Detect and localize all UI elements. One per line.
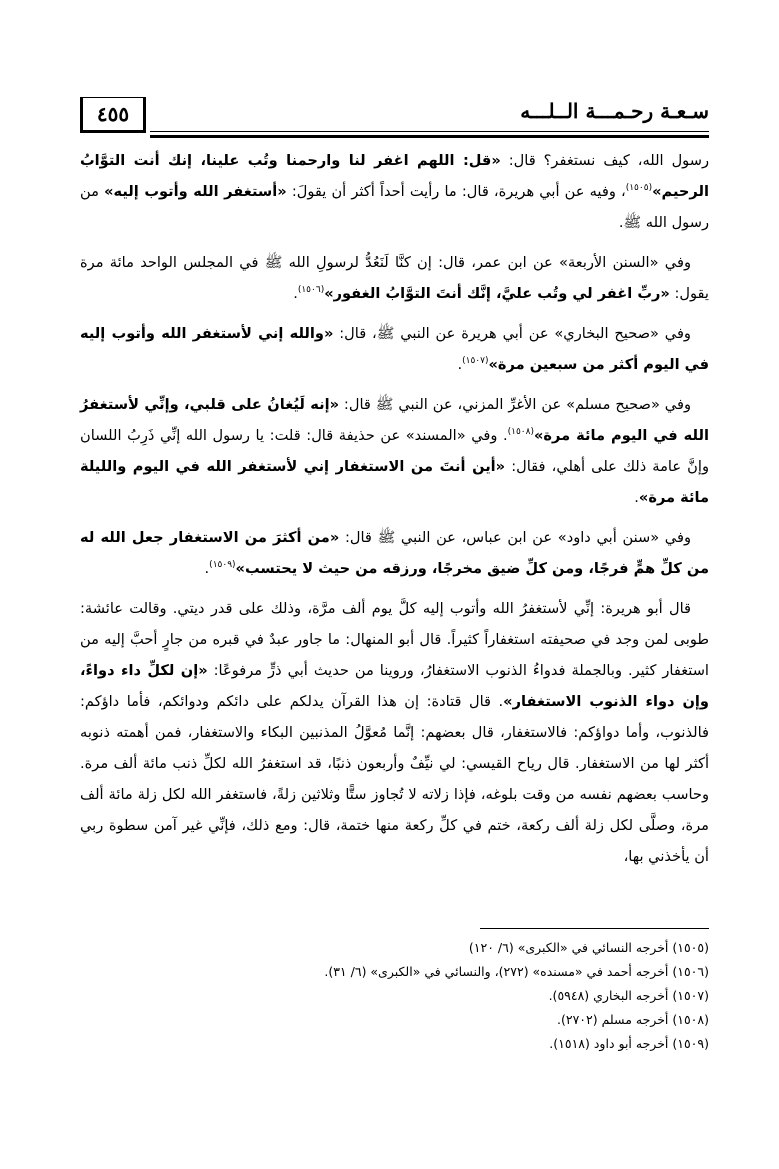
text-run: وفي «صحيح البخاري» عن أبي هريرة عن النبي ﷺ، قال:: [333, 325, 691, 342]
footnote: (١٥٠٩) أخرجه أبو داود (١٥١٨).: [549, 1036, 709, 1051]
hadith-quote: «أستغفر الله وأتوب إليه»: [104, 183, 287, 200]
text-run: .: [634, 489, 639, 506]
text-run: وفي «سنن أبي داود» عن ابن عباس، عن النبي ﷺ قال:: [339, 529, 691, 546]
hadith-quote: «ربِّ اغفر لي وتُب عليَّ، إنَّك أنتَ التوَّابُ الغفور»: [324, 285, 670, 302]
footnote-ref: (١٥٠٦): [297, 285, 325, 296]
text-run: . وفي «المسند» عن حذيفة قال: قلت: يا رسول الله إنِّي ذَرِبُ اللسان وإنَّ عامة ذلك على أهلي، فقال:: [80, 427, 709, 475]
paragraph: [80, 593, 709, 872]
page-header: [80, 97, 709, 137]
footnote: (١٥٠٨) أخرجه مسلم (٢٧٠٢).: [557, 1012, 709, 1027]
text-run: .: [457, 356, 463, 373]
text-run: وفي «صحيح مسلم» عن الأغرِّ المزني، عن النبي ﷺ قال:: [339, 396, 691, 413]
page-number-box: [80, 97, 146, 133]
header-rule-thick: [150, 135, 709, 138]
footnote-separator: [480, 928, 709, 929]
text-run: قال أبو هريرة: إنِّي لأستغفرُ الله وأتوب إليه كلَّ يوم ألف مرَّة، وذلك على قدر ديتي. وقالت عائشة: طوبى لمن وجد في صحيفته استغفاراً كثيراً. قال أبو المنهال: ما جاور عبدٌ في قبره من جارٍ أحبَّ إليه من استغفار كثير. وبالجملة فدواءُ الذنوب الاستغفارُ، وروينا من حديث أبي ذرٍّ مرفوعًا:: [80, 600, 709, 679]
text-run: من رسول الله ﷺ.: [80, 183, 709, 231]
footnote: (١٥٠٦) أخرجه أحمد في «مسنده» (٢٧٢)، والنسائي في «الكبرى» (٦/ ٣١).: [324, 964, 709, 979]
text-run: .: [204, 560, 210, 577]
hadith-quote: «قل: اللهم اغفر لنا وارحمنا وتُب علينا، إنك أنت التوَّابُ الرحيم»: [80, 152, 709, 200]
text-run: ، وفيه عن أبي هريرة، قال: ما رأيت أحداً أكثر أن يقولَ:: [286, 183, 626, 200]
footnote-ref: (١٥٠٧): [462, 356, 489, 367]
text-run: . قال قتادة: إن هذا القرآن يدلكم على دائكم ودوائكم، فأما داؤكم: فالذنوب، وأما دواؤكم: فالاستغفار، قال بعضهم: إنَّما مُعوَّلُ المذنبين البكاء والاستغفار، فمن أهمته ذنوبه أكثر لها من الاستغفار. قال رياح القيسي: لي نيِّفٌ وأربعون ذنبًا، قد استغفرُ الله لكلِّ ذنب مائة ألف مرة. وحاسب بعضهم نفسه من وقت بلوغه، فإذا زلاته لا تُجاوز ستًّا وثلاثين زلةً، فاستغفر الله لكل زلة مائة ألف مرة، وصلَّى لكل زلة ألف ركعة، ختم في كلِّ ركعة منها ختمة، قال: ومع ذلك، فإنِّي غير آمن سطوة ربي أن يأخذني بها،: [80, 693, 709, 865]
text-run: .: [293, 285, 298, 302]
hadith-quote: «إن لكلِّ داء دواءً، وإن دواء الذنوب الاستغفار»: [80, 662, 710, 710]
hadith-quote: «إنه لَيُغانُ على قلبي، وإنِّي لأستغفرُ الله في اليوم مائة مرة»: [80, 396, 709, 444]
paragraph: [80, 145, 709, 238]
hadith-quote: «من أكثرَ من الاستغفار جعل الله له من كلِّ همٍّ فرجًا، ومن كلِّ ضيق مخرجًا، ورزقه من حيث لا يحتسب»: [80, 529, 709, 577]
footnote-ref: (١٥٠٨): [507, 427, 534, 438]
hadith-quote: «أين أنتَ من الاستغفار إني لأستغفر الله في اليوم والليلة مائة مرة»: [80, 458, 709, 506]
main-text: [80, 145, 709, 881]
footnote: (١٥٠٥) أخرجه النسائي في «الكبرى» (٦/ ١٢٠): [468, 940, 709, 955]
footnote: (١٥٠٧) أخرجه البخاري (٥٩٤٨).: [548, 988, 709, 1003]
paragraph: [80, 247, 709, 309]
hadith-quote: «والله إني لأستغفر الله وأتوب إليه في اليوم أكثر من سبعين مرة»: [80, 325, 709, 373]
paragraph: [80, 318, 709, 380]
text-run: وفي «السنن الأربعة» عن ابن عمر، قال: إن كنَّا لَنَعُدُّ لرسولِ الله ﷺ في المجلس الواحد مائة مرة يقول:: [80, 254, 709, 302]
page-number: ٤٥٥: [96, 102, 130, 126]
footnote-ref: (١٥٠٥): [625, 183, 653, 194]
header-rule: [150, 131, 709, 132]
paragraph: [80, 522, 709, 584]
footnotes: [80, 936, 709, 1056]
footnote-ref: (١٥٠٩): [209, 560, 236, 571]
text-run: رسول الله، كيف نستغفر؟ قال:: [500, 152, 709, 169]
paragraph: [80, 389, 709, 513]
running-title: سـعـة رحـمـــة الــلـــه: [520, 99, 709, 123]
